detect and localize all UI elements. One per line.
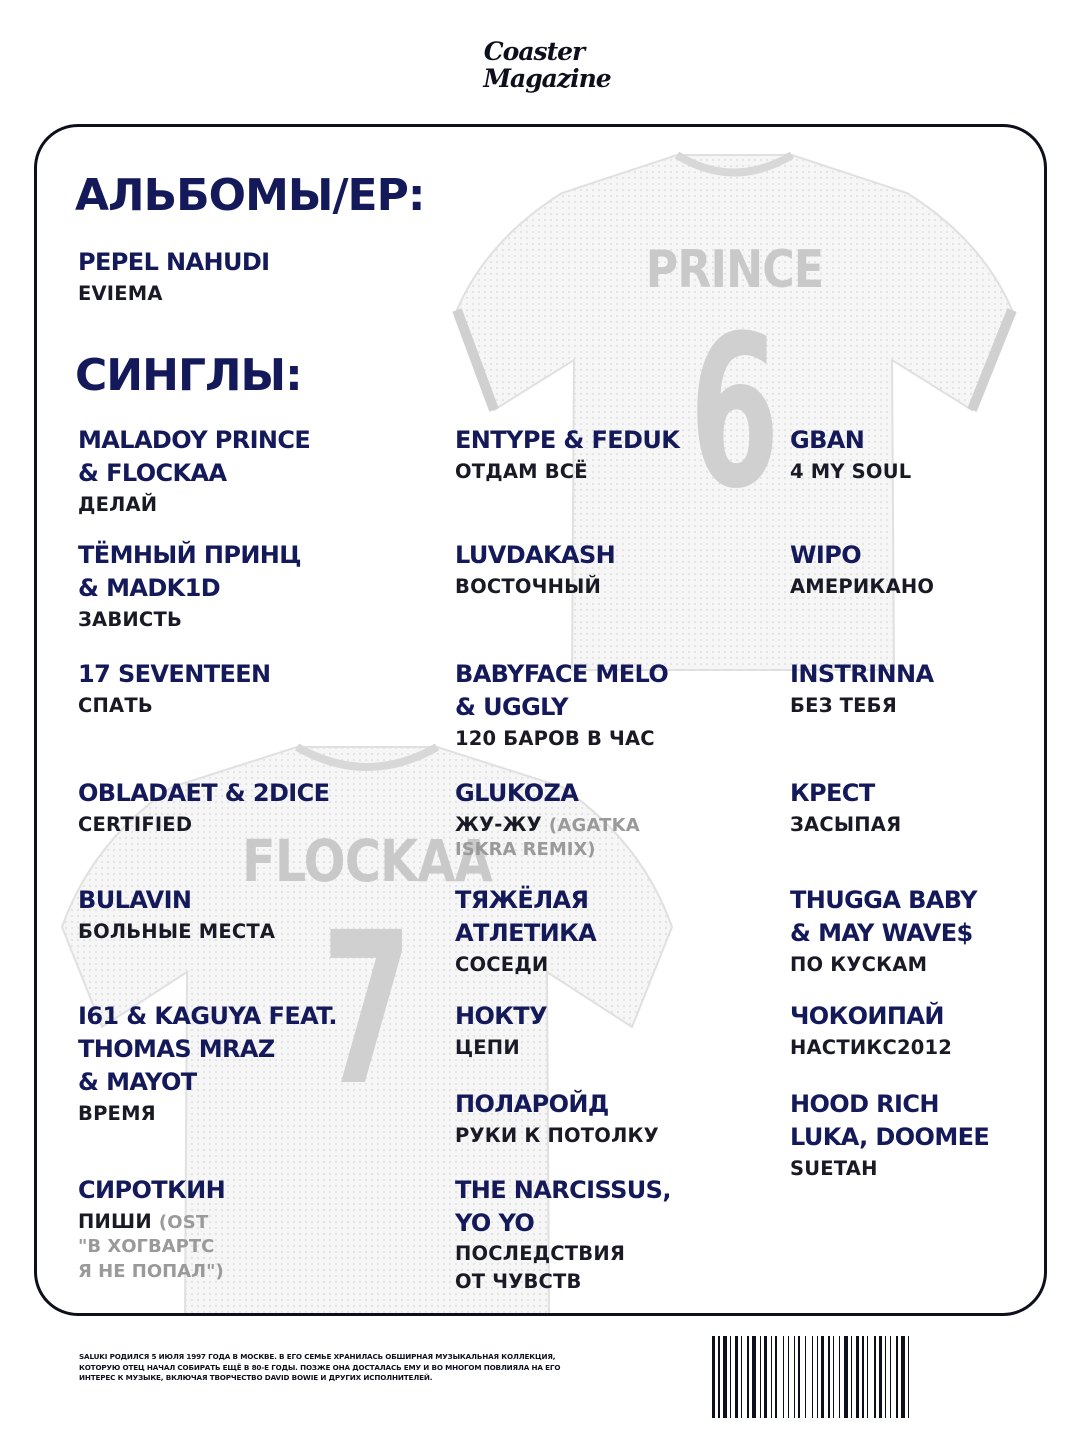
single-item: [78, 777, 398, 840]
single-item: [790, 1000, 1047, 1063]
single-item: [790, 777, 1047, 840]
single-title-note-cont: "В ХОГВАРТС Я НЕ ПОПАЛ"): [78, 1236, 224, 1282]
single-artist: 17 SEVENTEEN: [78, 660, 271, 688]
single-artist: ТЯЖЁЛАЯ АТЛЕТИКА: [455, 886, 597, 947]
barcode-bar: [794, 1336, 795, 1418]
single-artist: WIPO: [790, 541, 861, 569]
single-artist: I61 & KAGUYA FEAT. THOMAS MRAZ & MAYOT: [78, 1002, 337, 1096]
single-item: [78, 1000, 418, 1129]
album-title: EVIEMA: [78, 282, 163, 305]
single-title-note-cont: ISKRA REMIX): [455, 839, 596, 860]
single-title-note: (OST: [158, 1212, 209, 1233]
barcode-bar: [879, 1336, 882, 1418]
barcode-bar: [783, 1336, 784, 1418]
barcode-bar: [874, 1336, 876, 1418]
single-item: [78, 424, 398, 520]
single-artist: НОКТУ: [455, 1002, 547, 1030]
single-artist: СИРОТКИН: [78, 1176, 226, 1204]
barcode-bar: [890, 1336, 891, 1418]
jersey-name-prince: PRINCE: [645, 240, 824, 300]
single-item: [455, 539, 775, 602]
single-title: 120 БАРОВ В ЧАС: [455, 727, 655, 750]
single-title: СОСЕДИ: [455, 953, 549, 976]
single-title-note: (AGATKA: [548, 815, 640, 836]
barcode-bar: [908, 1336, 909, 1418]
single-artist: THE NARCISSUS, YO YO: [455, 1176, 671, 1237]
single-item: [455, 884, 775, 980]
album-item: [78, 246, 398, 309]
content-card: [34, 124, 1047, 1316]
single-item: [455, 1000, 775, 1063]
single-item: [78, 539, 398, 635]
barcode-bar: [885, 1336, 886, 1418]
single-item: [790, 424, 1047, 487]
barcode-bar: [747, 1336, 749, 1418]
single-artist: GBAN: [790, 426, 865, 454]
single-artist: ТЁМНЫЙ ПРИНЦ & MADK1D: [78, 541, 301, 602]
barcode-bar: [901, 1336, 905, 1418]
discography-content: [37, 127, 1044, 1313]
single-artist: BULAVIN: [78, 886, 192, 914]
jersey-number-prince: 6: [689, 290, 780, 535]
barcode-bar: [817, 1336, 818, 1418]
barcode-icon: [712, 1336, 990, 1418]
single-artist: MALADOY PRINCE & FLOCKAA: [78, 426, 311, 487]
single-item: [455, 1088, 775, 1151]
barcode-bar: [805, 1336, 806, 1418]
single-title: ПО КУСКАМ: [790, 953, 928, 976]
single-artist: BABYFACE MELO & UGGLY: [455, 660, 669, 721]
barcode-bar: [821, 1336, 824, 1418]
single-title: СПАТЬ: [78, 694, 153, 717]
single-title: ВОСТОЧНЫЙ: [455, 575, 602, 598]
barcode-bar: [712, 1336, 715, 1418]
barcode-bar: [867, 1336, 868, 1418]
single-item: [455, 1174, 775, 1296]
single-item: [78, 658, 398, 721]
single-item: [455, 658, 775, 754]
jersey-number-flockaa: 7: [321, 887, 413, 1132]
barcode-bar: [752, 1336, 756, 1418]
album-artist: PEPEL NAHUDI: [78, 248, 270, 276]
barcode-bar: [844, 1336, 848, 1418]
magazine-logo: [440, 38, 640, 92]
single-title: CERTIFIED: [78, 813, 193, 836]
single-artist: INSTRINNA: [790, 660, 934, 688]
single-title: ПОСЛЕДСТВИЯ ОТ ЧУВСТВ: [455, 1242, 626, 1293]
single-title: АМЕРИКАНО: [790, 575, 935, 598]
barcode-bar: [741, 1336, 742, 1418]
single-artist: ПОЛАРОЙД: [455, 1090, 609, 1118]
single-title: ЗАВИСТЬ: [78, 608, 183, 631]
single-artist: OBLADAET & 2DICE: [78, 779, 330, 807]
single-title-main: ПИШИ: [78, 1210, 152, 1233]
single-title: РУКИ К ПОТОЛКУ: [455, 1124, 659, 1147]
barcode-bar: [735, 1336, 738, 1418]
single-title: НАСТИКС2012: [790, 1036, 953, 1059]
single-title: ОТДАМ ВСЁ: [455, 460, 588, 483]
barcode-bar: [896, 1336, 898, 1418]
barcode-bar: [771, 1336, 772, 1418]
barcode-bar: [798, 1336, 800, 1418]
single-artist: ENTYPE & FEDUK: [455, 426, 680, 454]
single-item: [78, 884, 398, 947]
logo-line-1: Coaster: [483, 37, 585, 66]
barcode-bar: [833, 1336, 834, 1418]
single-artist: LUVDAKASH: [455, 541, 616, 569]
jersey-name-flockaa: FLOCKAA: [241, 827, 492, 895]
barcode-bar: [730, 1336, 731, 1418]
barcode-bar: [862, 1336, 864, 1418]
single-artist: ЧОКОИПАЙ: [790, 1002, 944, 1030]
single-item: [455, 777, 775, 862]
single-item: [78, 1174, 398, 1284]
single-item: [790, 1088, 1040, 1184]
single-item: [790, 884, 1047, 980]
single-title: БОЛЬНЫЕ МЕСТА: [78, 920, 276, 943]
barcode-bar: [856, 1336, 859, 1418]
single-title-main: ЖУ-ЖУ: [455, 813, 542, 836]
barcode-bar: [828, 1336, 830, 1418]
barcode-bar: [764, 1336, 767, 1418]
single-title: ДЕЛАЙ: [78, 493, 158, 516]
single-title: 4 MY SOUL: [790, 460, 912, 483]
logo-line-2: Magazine: [483, 64, 611, 93]
single-item: [790, 658, 1047, 721]
barcode-bar: [760, 1336, 761, 1418]
barcode-bar: [851, 1336, 852, 1418]
barcode-bar: [718, 1336, 720, 1418]
single-title: SUETAH: [790, 1157, 878, 1180]
single-title: ЗАСЫПАЯ: [790, 813, 902, 836]
barcode-bar: [788, 1336, 789, 1418]
single-title: ЦЕПИ: [455, 1036, 520, 1059]
barcode-bar: [839, 1336, 840, 1418]
single-title: ВРЕМЯ: [78, 1102, 156, 1125]
single-item: [455, 424, 775, 487]
single-artist: THUGGA BABY & MAY WAVE$: [790, 886, 977, 947]
single-artist: КРЕСТ: [790, 779, 875, 807]
bio-footnote: SALUKI РОДИЛСЯ 5 ИЮЛЯ 1997 ГОДА В МОСКВЕ. В ЕГО СЕМЬЕ ХРАНИЛАСЬ ОБШИРНАЯ МУЗЫКАЛЬНАЯ КОЛЛЕКЦИЯ, КОТОРУЮ ОТЕЦ НАЧАЛ СОБИРАТЬ ЕЩЁ В 80-Е ГОДЫ. ПОЗЖЕ ОНА ДОСТАЛАСЬ ЕМУ И ВО МНОГОМ ПОВЛИЯЛА НА ЕГО ИНТЕРЕС К МУЗЫКЕ, ВКЛЮЧАЯ ТВОРЧЕСТВО DAVID BOWIE И ДРУГИХ ИСПОЛНИТЕЛЕЙ.: [79, 1352, 561, 1382]
barcode-bar: [723, 1336, 727, 1418]
barcode-bar: [812, 1336, 813, 1418]
single-item: [790, 539, 1047, 602]
single-artist: GLUKOZA: [455, 779, 579, 807]
barcode-bar: [775, 1336, 777, 1418]
single-artist: HOOD RICH LUKA, DOOMEE: [790, 1090, 990, 1151]
single-title: БЕЗ ТЕБЯ: [790, 694, 897, 717]
singles-heading: СИНГЛЫ:: [75, 350, 302, 401]
albums-heading: АЛЬБОМЫ/EP:: [75, 170, 425, 221]
